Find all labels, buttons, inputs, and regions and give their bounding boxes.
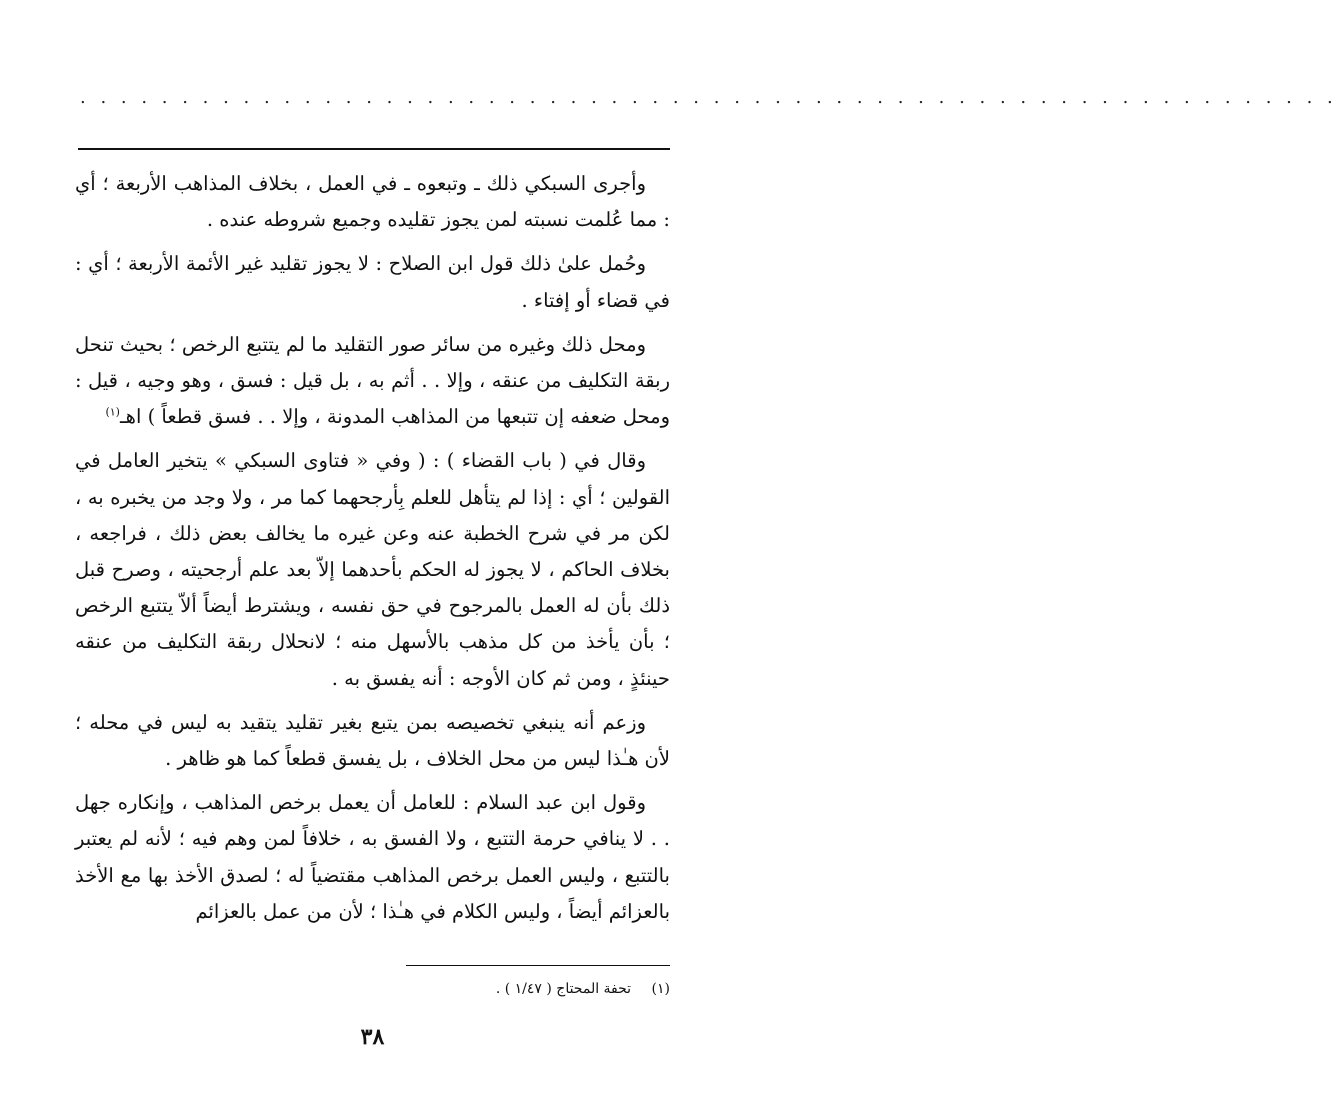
footnote	[300, 978, 670, 1000]
header-rule	[78, 148, 670, 150]
paragraph-3	[75, 327, 670, 436]
footnote-text: تحفة المحتاج ( ١/٤٧ ) .	[495, 981, 632, 997]
footnote-marker[interactable]: (١)	[105, 405, 120, 419]
footnote-rule	[406, 965, 670, 966]
paragraph-3-text: ومحل ذلك وغيره من سائر صور التقليد ما لم يتتبع الرخص ؛ بحيث تنحل ربقة التكليف من عنقه ، وإلا . . أثم به ، بل قيل : فسق ، وهو وجيه ، قيل : ومحل ضعفه إن تتبعها من المذاهب المدونة ، وإلا . . فسق قطعاً ) اهـ	[75, 332, 670, 429]
header-dotted-line: . . . . . . . . . . . . . . . . . . . . . . . . . . . . . . . . . . . . . . . . . . . . . . . . . . . . . . . . . . . . . .	[80, 87, 1337, 108]
footnote-number: (١)	[651, 981, 670, 997]
paragraph-5: وزعم أنه ينبغي تخصيصه بمن يتبع بغير تقليد يتقيد به ليس في محله ؛ لأن هـٰذا ليس من محل الخلاف ، بل يفسق قطعاً كما هو ظاهر .	[75, 710, 670, 771]
main-text	[75, 166, 670, 938]
paragraph-4: وقال في ( باب القضاء ) : ( وفي « فتاوى السبكي » يتخير العامل في القولين ؛ أي : إذا لم يتأهل للعلم بِأرجحهما كما مر ، ولا وجد من يخبره به ، لكن مر في شرح الخطبة عنه وعن غيره ما يخالف بعض ذلك ، فراجعه ، بخلاف الحاكم ، لا يجوز له الحكم بأحدهما إلاّ بعد علم أرجحيته ، وصرح قبل ذلك بأن له العمل بالمرجوح في حق نفسه ، ويشترط أيضاً ألاّ يتتبع الرخص ؛ بأن يأخذ من كل مذهب بالأسهل منه ؛ لانحلال ربقة التكليف من عنقه حينئذٍ ، ومن ثم كان الأوجه : أنه يفسق به .	[75, 449, 670, 690]
page-number: ٣٨	[360, 1024, 385, 1050]
paragraph-2: وحُمل علىٰ ذلك قول ابن الصلاح : لا يجوز تقليد غير الأئمة الأربعة ؛ أي : في قضاء أو إفتاء .	[75, 252, 670, 312]
paragraph-6: وقول ابن عبد السلام : للعامل أن يعمل برخص المذاهب ، وإنكاره جهل . . لا ينافي حرمة التتبع ، ولا الفسق به ، خلافاً لمن وهم فيه ؛ لأنه لم يعتبر بالتتبع ، وليس العمل برخص المذاهب مقتضياً له ؛ لصدق الأخذ بها مع الأخذ بالعزائم أيضاً ، وليس الكلام في هـٰذا ؛ لأن من عمل بالعزائم	[75, 791, 670, 923]
paragraph-1: وأجرى السبكي ذلك ـ وتبعوه ـ في العمل ، بخلاف المذاهب الأربعة ؛ أي : مما عُلمت نسبته لمن يجوز تقليده وجميع شروطه عنده .	[75, 172, 670, 232]
